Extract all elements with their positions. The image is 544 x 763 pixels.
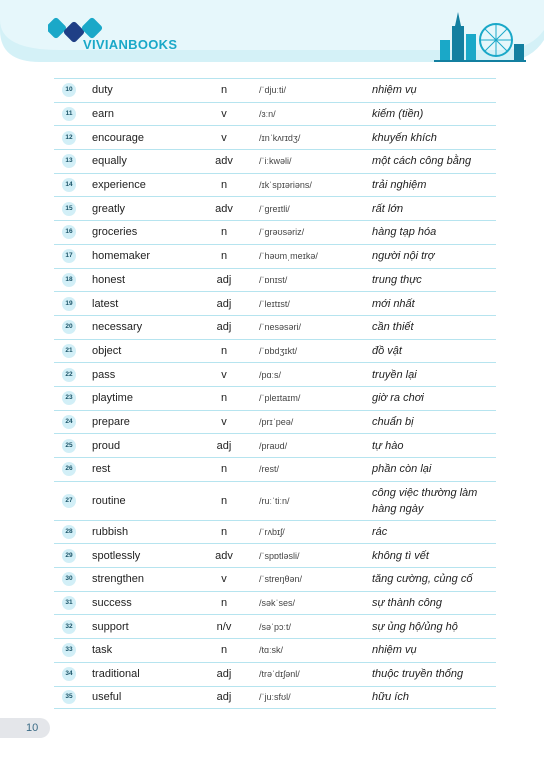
vocab-word: experience xyxy=(92,179,146,192)
vocab-row xyxy=(54,614,496,638)
vocab-word: task xyxy=(92,644,113,657)
vocab-word: support xyxy=(92,620,129,633)
vocab-word: object xyxy=(92,344,122,357)
entry-number-badge: 12 xyxy=(62,131,76,145)
part-of-speech: v xyxy=(221,108,227,121)
entry-number-badge: 27 xyxy=(62,494,76,508)
ipa-transcription: /rest/ xyxy=(259,464,280,475)
vietnamese-meaning: đồ vật xyxy=(372,344,402,357)
vietnamese-meaning: cần thiết xyxy=(372,321,414,334)
part-of-speech: adj xyxy=(216,297,232,310)
vietnamese-meaning: tự hào xyxy=(372,439,404,452)
page-header xyxy=(0,0,544,66)
ipa-transcription: /ˈrʌbɪʃ/ xyxy=(259,527,285,538)
entry-number-badge: 19 xyxy=(62,297,76,311)
vocab-row xyxy=(54,291,496,315)
ipa-transcription: /səkˈses/ xyxy=(259,598,296,609)
vietnamese-meaning: truyền lại xyxy=(372,368,417,381)
vocab-row xyxy=(54,362,496,386)
vocab-row xyxy=(54,315,496,339)
vocab-word: spotlessly xyxy=(92,549,141,562)
entry-number-badge: 15 xyxy=(62,202,76,216)
vocab-row xyxy=(54,662,496,686)
vocab-word: success xyxy=(92,597,132,610)
ipa-transcription: /praʊd/ xyxy=(259,440,288,451)
vietnamese-meaning: không tì vết xyxy=(372,549,429,562)
entry-number-badge: 28 xyxy=(62,525,76,539)
entry-number-badge: 29 xyxy=(62,549,76,563)
ipa-transcription: /tɑːsk/ xyxy=(259,645,284,656)
ipa-transcription: /ˈdjuːti/ xyxy=(259,85,287,96)
ipa-transcription: /ˈhəʊmˌmeɪkə/ xyxy=(259,251,318,262)
entry-number-badge: 14 xyxy=(62,178,76,192)
part-of-speech: adv xyxy=(215,549,233,562)
ipa-transcription: /trəˈdɪʃənl/ xyxy=(259,669,300,680)
ipa-transcription: /ˈɡrəʊsəriz/ xyxy=(259,227,305,238)
vocabulary-table xyxy=(54,78,496,709)
vietnamese-meaning: thuộc truyền thống xyxy=(372,668,464,681)
part-of-speech: n xyxy=(220,644,228,657)
vietnamese-meaning: rất lớn xyxy=(372,202,404,215)
part-of-speech: adj xyxy=(216,273,232,286)
vocab-row xyxy=(54,125,496,149)
vietnamese-meaning: hàng tạp hóa xyxy=(372,226,437,239)
part-of-speech: v xyxy=(221,415,227,428)
vocab-row xyxy=(54,196,496,220)
city-skyline-icon xyxy=(434,10,526,62)
part-of-speech: n/v xyxy=(216,620,232,633)
vietnamese-meaning: hữu ích xyxy=(372,691,409,704)
part-of-speech: n xyxy=(220,179,228,192)
part-of-speech: n xyxy=(220,597,228,610)
entry-number-badge: 31 xyxy=(62,596,76,610)
part-of-speech: n xyxy=(220,463,228,476)
vietnamese-meaning: giờ ra chơi xyxy=(372,392,424,405)
entry-number-badge: 25 xyxy=(62,439,76,453)
vocab-word: equally xyxy=(92,155,127,168)
entry-number-badge: 24 xyxy=(62,415,76,429)
entry-number-badge: 26 xyxy=(62,462,76,476)
vocab-word: homemaker xyxy=(92,250,151,263)
entry-number-badge: 10 xyxy=(62,83,76,97)
part-of-speech: n xyxy=(220,84,228,97)
vocab-row xyxy=(54,220,496,244)
vocab-row xyxy=(54,457,496,481)
ipa-transcription: /ˈpleɪtaɪm/ xyxy=(259,393,301,404)
vocab-word: prepare xyxy=(92,415,130,428)
vietnamese-meaning: rác xyxy=(372,526,388,539)
vietnamese-meaning: mới nhất xyxy=(372,297,415,310)
part-of-speech: adv xyxy=(215,202,233,215)
ipa-transcription: /ˈɡreɪtli/ xyxy=(259,203,290,214)
part-of-speech: n xyxy=(220,392,228,405)
vocab-word: honest xyxy=(92,273,126,286)
part-of-speech: adj xyxy=(216,691,232,704)
vietnamese-meaning: công việc thường làm hàng ngày xyxy=(372,486,478,515)
vietnamese-meaning: chuẩn bị xyxy=(372,415,414,428)
part-of-speech: adv xyxy=(215,155,233,168)
entry-number-badge: 17 xyxy=(62,249,76,263)
vietnamese-meaning: nhiệm vụ xyxy=(372,84,417,97)
vocab-word: playtime xyxy=(92,392,133,405)
ipa-transcription: /ɪnˈkʌrɪdʒ/ xyxy=(259,132,301,143)
ipa-transcription: /ɪkˈspɪəriəns/ xyxy=(259,180,312,191)
ipa-transcription: /ˈɒbdʒɪkt/ xyxy=(259,345,298,356)
vocab-row xyxy=(54,102,496,126)
vocab-word: latest xyxy=(92,297,119,310)
vocab-word: necessary xyxy=(92,321,143,334)
ipa-transcription: /ˈnesəsəri/ xyxy=(259,322,302,333)
part-of-speech: n xyxy=(220,226,228,239)
part-of-speech: n xyxy=(220,250,228,263)
vocab-word: rubbish xyxy=(92,526,129,539)
ipa-transcription: /ˈspɒtləsli/ xyxy=(259,550,300,561)
ipa-transcription: /pɑːs/ xyxy=(259,369,282,380)
ipa-transcription: /ˈɒnɪst/ xyxy=(259,274,288,285)
ipa-transcription: /səˈpɔːt/ xyxy=(259,621,292,632)
vietnamese-meaning: khuyến khích xyxy=(372,131,437,144)
vocab-row xyxy=(54,268,496,292)
part-of-speech: v xyxy=(221,131,227,144)
entry-number-badge: 20 xyxy=(62,320,76,334)
ipa-transcription: /ruːˈtiːn/ xyxy=(259,495,290,506)
part-of-speech: adj xyxy=(216,321,232,334)
ipa-transcription: /ˈleɪtɪst/ xyxy=(259,298,290,309)
entry-number-badge: 32 xyxy=(62,620,76,634)
entry-number-badge: 34 xyxy=(62,667,76,681)
ipa-transcription: /ˈiːkwəli/ xyxy=(259,156,292,167)
vocab-row xyxy=(54,78,496,102)
part-of-speech: v xyxy=(221,368,227,381)
vocab-row xyxy=(54,520,496,544)
brand-name: VIVIANBOOKS xyxy=(83,37,178,52)
part-of-speech: n xyxy=(220,494,228,507)
vietnamese-meaning: sự ủng hộ/ủng hộ xyxy=(372,620,458,633)
vietnamese-meaning: trung thực xyxy=(372,273,422,286)
entry-number-badge: 21 xyxy=(62,344,76,358)
part-of-speech: adj xyxy=(216,668,232,681)
vocab-word: greatly xyxy=(92,202,126,215)
vietnamese-meaning: nhiệm vụ xyxy=(372,644,417,657)
part-of-speech: n xyxy=(220,344,228,357)
vietnamese-meaning: người nội trợ xyxy=(372,250,435,263)
ipa-transcription: /prɪˈpeə/ xyxy=(259,416,294,427)
entry-number-badge: 18 xyxy=(62,273,76,287)
vietnamese-meaning: kiếm (tiền) xyxy=(372,108,424,121)
vocab-row xyxy=(54,686,496,710)
vocab-word: strengthen xyxy=(92,573,144,586)
vocab-word: rest xyxy=(92,463,111,476)
part-of-speech: n xyxy=(220,526,228,539)
entry-number-badge: 23 xyxy=(62,391,76,405)
vocab-row xyxy=(54,543,496,567)
vocab-row xyxy=(54,567,496,591)
vocab-word: traditional xyxy=(92,668,140,681)
entry-number-badge: 13 xyxy=(62,154,76,168)
vocab-row xyxy=(54,433,496,457)
vocab-word: routine xyxy=(92,494,126,507)
vietnamese-meaning: sự thành công xyxy=(372,597,442,610)
vocab-word: duty xyxy=(92,84,113,97)
vietnamese-meaning: phần còn lại xyxy=(372,463,432,476)
ipa-transcription: /ˈstreŋθən/ xyxy=(259,574,303,585)
entry-number-badge: 11 xyxy=(62,107,76,121)
entry-number-badge: 35 xyxy=(62,690,76,704)
entry-number-badge: 16 xyxy=(62,225,76,239)
entry-number-badge: 22 xyxy=(62,368,76,382)
vocab-row xyxy=(54,173,496,197)
part-of-speech: adj xyxy=(216,439,232,452)
ipa-transcription: /ɜːn/ xyxy=(259,109,276,120)
vietnamese-meaning: một cách công bằng xyxy=(372,155,472,168)
vocab-row xyxy=(54,410,496,434)
page-number: 10 xyxy=(0,718,50,738)
vocab-row xyxy=(54,149,496,173)
vocab-row xyxy=(54,638,496,662)
vocab-word: earn xyxy=(92,108,115,121)
vietnamese-meaning: trải nghiệm xyxy=(372,179,427,192)
entry-number-badge: 33 xyxy=(62,643,76,657)
ipa-transcription: /ˈjuːsfʊl/ xyxy=(259,692,291,703)
vocab-row xyxy=(54,481,496,520)
vocab-row xyxy=(54,244,496,268)
vocab-word: groceries xyxy=(92,226,138,239)
vocab-word: proud xyxy=(92,439,121,452)
entry-number-badge: 30 xyxy=(62,572,76,586)
vietnamese-meaning: tăng cường, củng cố xyxy=(372,573,473,586)
vocab-row xyxy=(54,339,496,363)
vocab-row xyxy=(54,591,496,615)
vocab-word: encourage xyxy=(92,131,144,144)
vocab-word: pass xyxy=(92,368,116,381)
vocab-row xyxy=(54,386,496,410)
vocab-word: useful xyxy=(92,691,122,704)
part-of-speech: v xyxy=(221,573,227,586)
